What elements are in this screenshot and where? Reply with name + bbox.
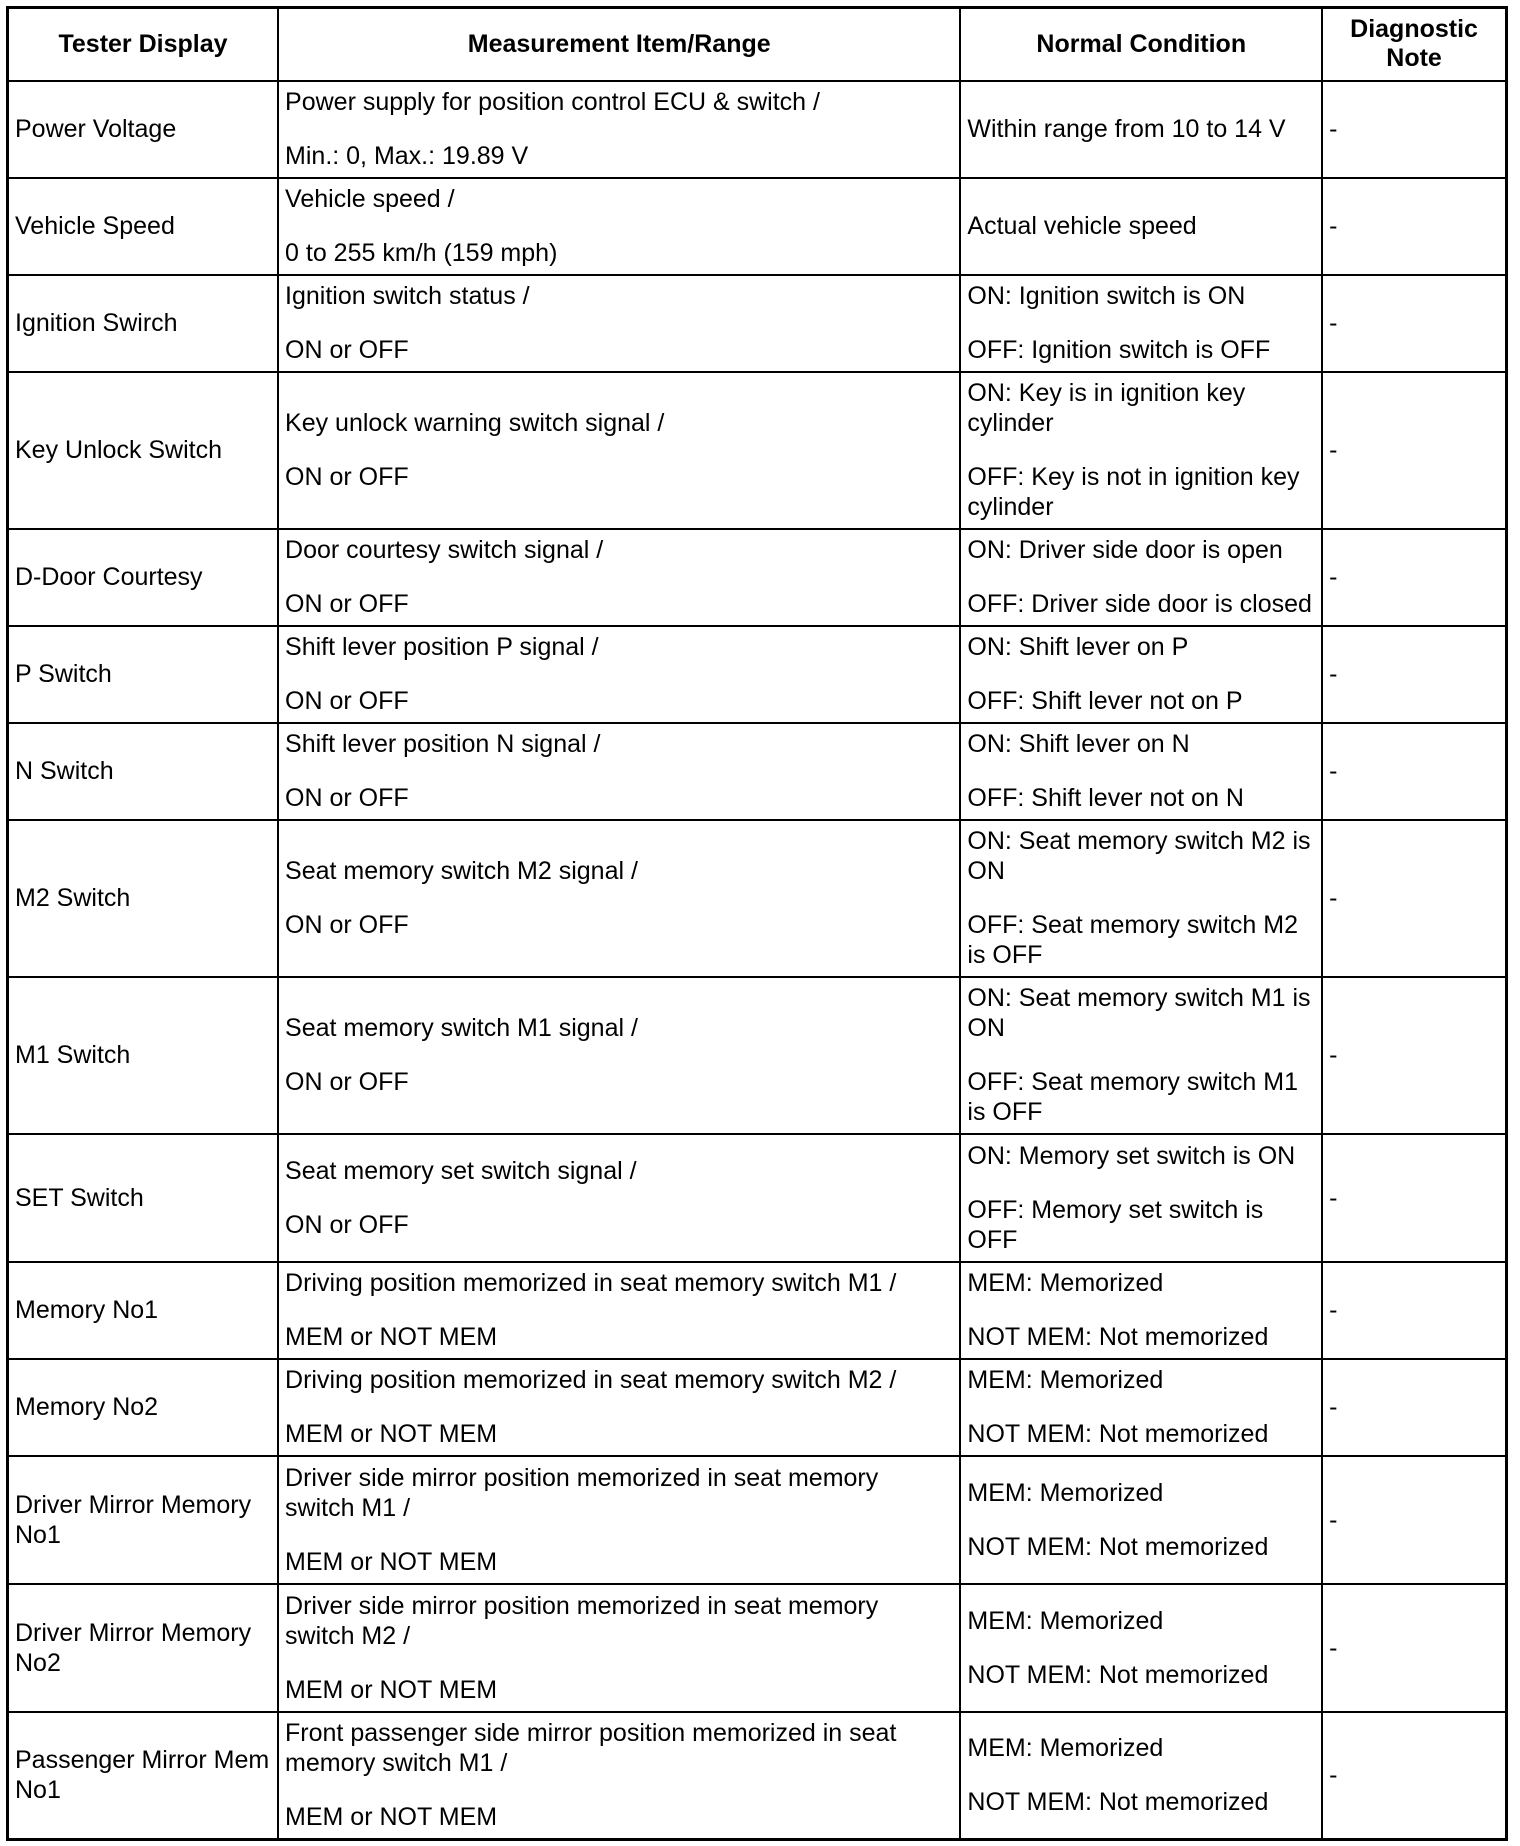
diagnostic-note-cell: - bbox=[1322, 723, 1506, 820]
normal-condition-cell-line: OFF: Shift lever not on P bbox=[967, 687, 1243, 715]
normal-condition-cell bbox=[960, 1584, 1322, 1712]
normal-condition-cell-line: ON: Shift lever on P bbox=[967, 633, 1189, 661]
tester-display-cell: P Switch bbox=[8, 626, 279, 723]
diagnostic-note-cell: - bbox=[1322, 1712, 1506, 1840]
tester-display-cell: M2 Switch bbox=[8, 820, 279, 977]
diagnostic-note-cell: - bbox=[1322, 81, 1506, 178]
measurement-cell-line: Power supply for position control ECU & switch / bbox=[285, 88, 820, 116]
measurement-cell-line: MEM or NOT MEM bbox=[285, 1547, 498, 1576]
measurement-cell-line: Driver side mirror position memorized in seat memory switch M1 / bbox=[285, 1463, 879, 1522]
measurement-cell bbox=[278, 1134, 960, 1262]
normal-condition-cell-line: ON: Shift lever on N bbox=[967, 730, 1190, 758]
measurement-cell-line: Min.: 0, Max.: 19.89 V bbox=[285, 142, 529, 170]
normal-condition-cell bbox=[960, 723, 1322, 820]
data-list-table bbox=[6, 6, 1508, 1841]
measurement-cell bbox=[278, 977, 960, 1134]
measurement-cell-line: 0 to 255 km/h (159 mph) bbox=[285, 239, 558, 267]
table-row bbox=[8, 820, 1507, 977]
measurement-cell bbox=[278, 820, 960, 977]
measurement-cell bbox=[278, 529, 960, 626]
measurement-cell-line: Driving position memorized in seat memory switch M1 / bbox=[285, 1269, 897, 1297]
table-row bbox=[8, 178, 1507, 275]
measurement-cell bbox=[278, 1712, 960, 1840]
tester-display-cell: Passenger Mirror Mem No1 bbox=[8, 1712, 279, 1840]
measurement-cell-line: ON or OFF bbox=[285, 911, 409, 939]
measurement-cell bbox=[278, 626, 960, 723]
measurement-cell-line: Shift lever position N signal / bbox=[285, 730, 601, 758]
normal-condition-cell-line: OFF: Shift lever not on N bbox=[967, 784, 1244, 812]
measurement-cell bbox=[278, 1456, 960, 1584]
tester-display-cell: Key Unlock Switch bbox=[8, 372, 279, 529]
tester-display-cell: Memory No1 bbox=[8, 1262, 279, 1359]
table-row bbox=[8, 372, 1507, 529]
normal-condition-cell-line: Within range from 10 to 14 V bbox=[967, 115, 1286, 143]
normal-condition-cell-line: MEM: Memorized bbox=[967, 1478, 1164, 1507]
tester-display-cell: Power Voltage bbox=[8, 81, 279, 178]
table-row bbox=[8, 1712, 1507, 1840]
normal-condition-cell-line: NOT MEM: Not memorized bbox=[967, 1788, 1269, 1817]
measurement-cell-line: Driving position memorized in seat memory switch M2 / bbox=[285, 1366, 897, 1394]
table-row bbox=[8, 1456, 1507, 1584]
table-row bbox=[8, 977, 1507, 1134]
measurement-cell bbox=[278, 1584, 960, 1712]
diagnostic-note-cell: - bbox=[1322, 1359, 1506, 1456]
table-row bbox=[8, 275, 1507, 372]
measurement-cell-line: Door courtesy switch signal / bbox=[285, 536, 604, 564]
measurement-cell-line: ON or OFF bbox=[285, 687, 409, 715]
measurement-cell bbox=[278, 372, 960, 529]
measurement-cell-line: ON or OFF bbox=[285, 463, 409, 491]
diagnostic-note-cell: - bbox=[1322, 1584, 1506, 1712]
table-row bbox=[8, 1584, 1507, 1712]
normal-condition-cell-line: NOT MEM: Not memorized bbox=[967, 1532, 1269, 1561]
measurement-cell-line: ON or OFF bbox=[285, 590, 409, 618]
diagnostic-note-cell: - bbox=[1322, 977, 1506, 1134]
normal-condition-cell-line: ON: Seat memory switch M2 is ON bbox=[967, 827, 1311, 885]
diagnostic-note-cell: - bbox=[1322, 1262, 1506, 1359]
measurement-cell-line: Seat memory switch M2 signal / bbox=[285, 857, 638, 885]
measurement-cell-line: MEM or NOT MEM bbox=[285, 1675, 498, 1704]
normal-condition-cell bbox=[960, 275, 1322, 372]
measurement-cell-line: Seat memory set switch signal / bbox=[285, 1156, 637, 1185]
normal-condition-cell-line: NOT MEM: Not memorized bbox=[967, 1420, 1269, 1448]
normal-condition-cell-line: ON: Seat memory switch M1 is ON bbox=[967, 984, 1311, 1042]
measurement-cell-line: ON or OFF bbox=[285, 1068, 409, 1096]
tester-display-cell: Vehicle Speed bbox=[8, 178, 279, 275]
normal-condition-cell bbox=[960, 1134, 1322, 1262]
measurement-cell bbox=[278, 1359, 960, 1456]
tester-display-cell: Driver Mirror Memory No1 bbox=[8, 1456, 279, 1584]
diagnostic-note-cell: - bbox=[1322, 178, 1506, 275]
normal-condition-cell-line: MEM: Memorized bbox=[967, 1734, 1164, 1763]
measurement-cell-line: Ignition switch status / bbox=[285, 282, 530, 310]
measurement-cell bbox=[278, 275, 960, 372]
table-row bbox=[8, 626, 1507, 723]
measurement-cell-line: Shift lever position P signal / bbox=[285, 633, 599, 661]
measurement-cell-line: ON or OFF bbox=[285, 784, 409, 812]
tester-display-cell: D-Door Courtesy bbox=[8, 529, 279, 626]
normal-condition-cell-line: ON: Ignition switch is ON bbox=[967, 282, 1246, 310]
normal-condition-cell-line: OFF: Ignition switch is OFF bbox=[967, 336, 1271, 364]
measurement-cell bbox=[278, 178, 960, 275]
normal-condition-cell-line: MEM: Memorized bbox=[967, 1366, 1164, 1394]
measurement-cell-line: ON or OFF bbox=[285, 336, 409, 364]
normal-condition-cell-line: ON: Key is in ignition key cylinder bbox=[967, 379, 1246, 437]
diagnostic-note-cell: - bbox=[1322, 372, 1506, 529]
normal-condition-cell-line: NOT MEM: Not memorized bbox=[967, 1323, 1269, 1351]
tester-display-cell: N Switch bbox=[8, 723, 279, 820]
measurement-cell bbox=[278, 1262, 960, 1359]
header-normal-condition: Normal Condition bbox=[960, 8, 1322, 81]
header-diagnostic-note: Diagnostic Note bbox=[1322, 8, 1506, 81]
normal-condition-cell-line: OFF: Memory set switch is OFF bbox=[967, 1195, 1264, 1254]
tester-display-cell: SET Switch bbox=[8, 1134, 279, 1262]
normal-condition-cell bbox=[960, 81, 1322, 178]
measurement-cell-line: Seat memory switch M1 signal / bbox=[285, 1014, 638, 1042]
diagnostic-note-cell: - bbox=[1322, 1134, 1506, 1262]
normal-condition-cell bbox=[960, 820, 1322, 977]
normal-condition-cell bbox=[960, 529, 1322, 626]
normal-condition-cell-line: Actual vehicle speed bbox=[967, 212, 1197, 240]
measurement-cell-line: Front passenger side mirror position memorized in seat memory switch M1 / bbox=[285, 1719, 897, 1778]
normal-condition-cell-line: OFF: Seat memory switch M1 is OFF bbox=[967, 1068, 1299, 1126]
measurement-cell-line: Driver side mirror position memorized in seat memory switch M2 / bbox=[285, 1591, 879, 1650]
diagnostic-note-cell: - bbox=[1322, 626, 1506, 723]
measurement-cell bbox=[278, 81, 960, 178]
table-row bbox=[8, 1134, 1507, 1262]
table-row bbox=[8, 1262, 1507, 1359]
table-row bbox=[8, 723, 1507, 820]
measurement-cell bbox=[278, 723, 960, 820]
measurement-cell-line: MEM or NOT MEM bbox=[285, 1803, 498, 1832]
normal-condition-cell bbox=[960, 1359, 1322, 1456]
table-row bbox=[8, 1359, 1507, 1456]
diagnostic-note-cell: - bbox=[1322, 529, 1506, 626]
tester-display-cell: M1 Switch bbox=[8, 977, 279, 1134]
normal-condition-cell-line: MEM: Memorized bbox=[967, 1606, 1164, 1635]
table-row bbox=[8, 529, 1507, 626]
normal-condition-cell-line: OFF: Key is not in ignition key cylinder bbox=[967, 463, 1300, 521]
normal-condition-cell bbox=[960, 626, 1322, 723]
tester-display-cell: Driver Mirror Memory No2 bbox=[8, 1584, 279, 1712]
measurement-cell-line: MEM or NOT MEM bbox=[285, 1323, 498, 1351]
normal-condition-cell-line: OFF: Seat memory switch M2 is OFF bbox=[967, 911, 1299, 969]
measurement-cell-line: ON or OFF bbox=[285, 1210, 409, 1239]
header-tester-display: Tester Display bbox=[8, 8, 279, 81]
normal-condition-cell bbox=[960, 1456, 1322, 1584]
normal-condition-cell bbox=[960, 1712, 1322, 1840]
normal-condition-cell-line: ON: Driver side door is open bbox=[967, 536, 1283, 564]
diagnostic-note-cell: - bbox=[1322, 275, 1506, 372]
normal-condition-cell bbox=[960, 372, 1322, 529]
normal-condition-cell bbox=[960, 1262, 1322, 1359]
measurement-cell-line: Vehicle speed / bbox=[285, 185, 455, 213]
normal-condition-cell bbox=[960, 977, 1322, 1134]
normal-condition-cell-line: ON: Memory set switch is ON bbox=[967, 1141, 1296, 1170]
tester-display-cell: Ignition Swirch bbox=[8, 275, 279, 372]
measurement-cell-line: Key unlock warning switch signal / bbox=[285, 409, 665, 437]
normal-condition-cell-line: OFF: Driver side door is closed bbox=[967, 590, 1312, 618]
measurement-cell-line: MEM or NOT MEM bbox=[285, 1420, 498, 1448]
header-measurement: Measurement Item/Range bbox=[278, 8, 960, 81]
normal-condition-cell bbox=[960, 178, 1322, 275]
diagnostic-note-cell: - bbox=[1322, 1456, 1506, 1584]
header-row bbox=[8, 8, 1507, 81]
diagnostic-note-cell: - bbox=[1322, 820, 1506, 977]
table-row bbox=[8, 81, 1507, 178]
tester-display-cell: Memory No2 bbox=[8, 1359, 279, 1456]
normal-condition-cell-line: NOT MEM: Not memorized bbox=[967, 1660, 1269, 1689]
normal-condition-cell-line: MEM: Memorized bbox=[967, 1269, 1164, 1297]
